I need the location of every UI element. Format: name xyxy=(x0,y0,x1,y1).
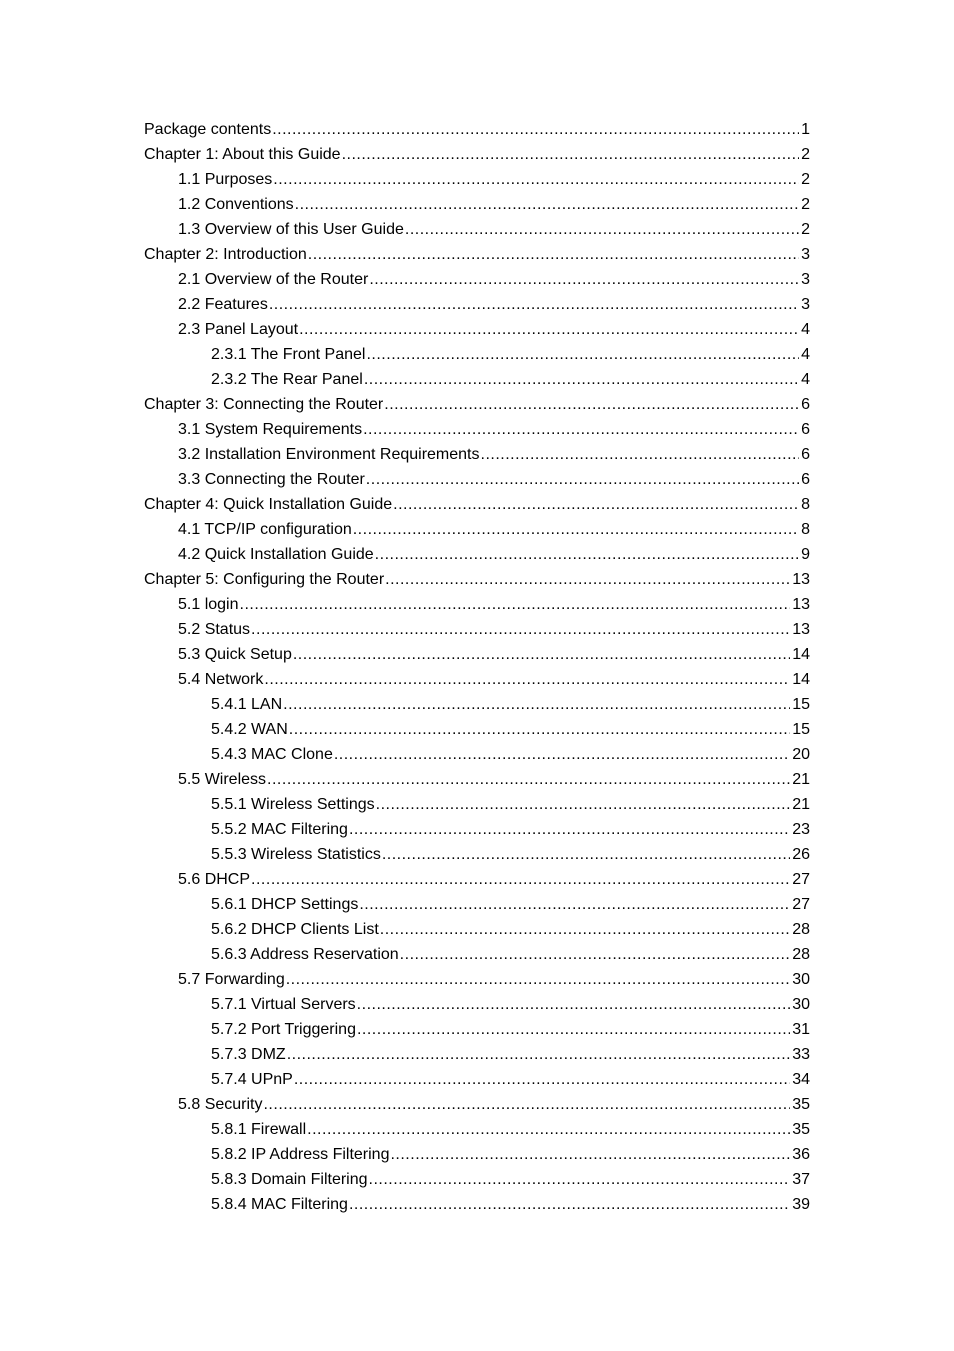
toc-entry-title: 4.1 TCP/IP configuration xyxy=(178,521,352,538)
toc-dot-leader xyxy=(267,767,790,792)
toc-entry-title: 5.8.2 IP Address Filtering xyxy=(211,1146,390,1163)
toc-entry-page-number: 33 xyxy=(792,1046,810,1063)
toc-entry-page-number: 15 xyxy=(792,696,810,713)
toc-entry-title: 5.5.2 MAC Filtering xyxy=(211,821,348,838)
toc-entry[interactable] xyxy=(144,692,810,717)
toc-entry-title: 5.7.2 Port Triggering xyxy=(211,1021,356,1038)
toc-entry[interactable] xyxy=(144,667,810,692)
toc-entry-page-number: 2 xyxy=(801,171,810,188)
toc-entry-title: 5.7.1 Virtual Servers xyxy=(211,996,356,1013)
toc-dot-leader xyxy=(334,742,790,767)
toc-entry-page-number: 23 xyxy=(792,821,810,838)
toc-dot-leader xyxy=(393,492,799,517)
toc-entry[interactable] xyxy=(144,267,810,292)
toc-dot-leader xyxy=(295,192,799,217)
toc-entry[interactable] xyxy=(144,1117,810,1142)
toc-entry-page-number: 27 xyxy=(792,871,810,888)
toc-dot-leader xyxy=(364,367,799,392)
toc-entry-page-number: 13 xyxy=(792,621,810,638)
toc-entry-title: 5.6 DHCP xyxy=(178,871,251,888)
toc-entry[interactable] xyxy=(144,542,810,567)
toc-entry-page-number: 28 xyxy=(792,946,810,963)
toc-dot-leader xyxy=(251,867,790,892)
toc-entry-title: 5.8.4 MAC Filtering xyxy=(211,1196,348,1213)
toc-entry-title: 5.4 Network xyxy=(178,671,264,688)
toc-entry[interactable] xyxy=(144,992,810,1017)
toc-entry-title: 3.3 Connecting the Router xyxy=(178,471,365,488)
toc-entry-page-number: 34 xyxy=(792,1071,810,1088)
toc-entry-page-number: 35 xyxy=(792,1096,810,1113)
toc-entry-title: 5.8.3 Domain Filtering xyxy=(211,1171,368,1188)
toc-entry-page-number: 3 xyxy=(801,296,810,313)
toc-entry[interactable] xyxy=(144,592,810,617)
toc-dot-leader xyxy=(390,1142,790,1167)
toc-entry[interactable] xyxy=(144,1192,810,1217)
toc-dot-leader xyxy=(308,242,799,267)
toc-entry-title: 5.7.3 DMZ xyxy=(211,1046,286,1063)
toc-entry-title: 1.1 Purposes xyxy=(178,171,273,188)
toc-dot-leader xyxy=(380,917,790,942)
toc-entry[interactable] xyxy=(144,392,810,417)
toc-dot-leader xyxy=(263,1092,790,1117)
toc-dot-leader xyxy=(366,467,799,492)
toc-entry-page-number: 21 xyxy=(792,796,810,813)
toc-entry-title: Chapter 4: Quick Installation Guide xyxy=(144,496,393,513)
toc-entry[interactable] xyxy=(144,617,810,642)
toc-dot-leader xyxy=(385,567,790,592)
toc-dot-leader xyxy=(294,1067,790,1092)
toc-entry-page-number: 14 xyxy=(792,671,810,688)
toc-entry-page-number: 26 xyxy=(792,846,810,863)
toc-entry-page-number: 9 xyxy=(801,546,810,563)
toc-dot-leader xyxy=(366,342,799,367)
toc-entry[interactable] xyxy=(144,1017,810,1042)
toc-entry[interactable] xyxy=(144,917,810,942)
toc-dot-leader xyxy=(376,792,791,817)
toc-entry-page-number: 4 xyxy=(801,321,810,338)
toc-entry-title: 4.2 Quick Installation Guide xyxy=(178,546,374,563)
toc-entry[interactable] xyxy=(144,792,810,817)
toc-dot-leader xyxy=(400,942,791,967)
toc-entry-page-number: 20 xyxy=(792,746,810,763)
toc-dot-leader xyxy=(283,692,790,717)
toc-entry-title: 1.3 Overview of this User Guide xyxy=(178,221,404,238)
toc-dot-leader xyxy=(481,442,800,467)
toc-dot-leader xyxy=(353,517,799,542)
toc-dot-leader xyxy=(251,617,790,642)
toc-dot-leader xyxy=(264,667,790,692)
toc-entry[interactable] xyxy=(144,1092,810,1117)
toc-entry-page-number: 6 xyxy=(801,396,810,413)
toc-entry-title: 5.8 Security xyxy=(178,1096,263,1113)
toc-dot-leader xyxy=(342,142,800,167)
toc-entry[interactable] xyxy=(144,1142,810,1167)
toc-entry-title: 3.2 Installation Environment Requirements xyxy=(178,446,480,463)
toc-entry[interactable] xyxy=(144,517,810,542)
toc-dot-leader xyxy=(269,292,799,317)
toc-entry-page-number: 8 xyxy=(801,496,810,513)
toc-dot-leader xyxy=(293,642,790,667)
toc-entry-page-number: 37 xyxy=(792,1171,810,1188)
toc-dot-leader xyxy=(287,1042,791,1067)
toc-entry[interactable] xyxy=(144,242,810,267)
table-of-contents xyxy=(144,117,810,1217)
toc-entry[interactable] xyxy=(144,892,810,917)
toc-entry[interactable] xyxy=(144,567,810,592)
toc-entry-page-number: 13 xyxy=(792,596,810,613)
toc-dot-leader xyxy=(273,167,799,192)
toc-entry-page-number: 6 xyxy=(801,446,810,463)
toc-entry-page-number: 35 xyxy=(792,1121,810,1138)
toc-entry-title: 5.4.3 MAC Clone xyxy=(211,746,333,763)
toc-dot-leader xyxy=(349,1192,790,1217)
toc-entry-title: 5.7.4 UPnP xyxy=(211,1071,293,1088)
toc-entry[interactable] xyxy=(144,292,810,317)
toc-entry-page-number: 28 xyxy=(792,921,810,938)
toc-entry[interactable] xyxy=(144,1067,810,1092)
toc-entry-page-number: 30 xyxy=(792,996,810,1013)
toc-entry[interactable] xyxy=(144,192,810,217)
toc-dot-leader xyxy=(369,267,799,292)
toc-entry-page-number: 4 xyxy=(801,371,810,388)
toc-entry[interactable] xyxy=(144,317,810,342)
toc-dot-leader xyxy=(272,117,799,142)
toc-entry-page-number: 15 xyxy=(792,721,810,738)
toc-entry-title: 5.7 Forwarding xyxy=(178,971,285,988)
toc-entry[interactable] xyxy=(144,417,810,442)
toc-entry-page-number: 3 xyxy=(801,246,810,263)
toc-entry-title: 2.1 Overview of the Router xyxy=(178,271,369,288)
toc-entry-title: 5.8.1 Firewall xyxy=(211,1121,307,1138)
toc-entry-page-number: 39 xyxy=(792,1196,810,1213)
toc-entry-page-number: 8 xyxy=(801,521,810,538)
toc-entry[interactable] xyxy=(144,142,810,167)
toc-entry-title: 5.5.1 Wireless Settings xyxy=(211,796,375,813)
toc-entry-title: 3.1 System Requirements xyxy=(178,421,363,438)
toc-entry-page-number: 6 xyxy=(801,421,810,438)
toc-dot-leader xyxy=(375,542,799,567)
toc-entry[interactable] xyxy=(144,967,810,992)
toc-entry-title: Package contents xyxy=(144,121,272,138)
toc-entry[interactable] xyxy=(144,367,810,392)
toc-entry-title: 5.5 Wireless xyxy=(178,771,267,788)
toc-entry-page-number: 2 xyxy=(801,196,810,213)
toc-entry[interactable] xyxy=(144,642,810,667)
toc-entry-page-number: 13 xyxy=(792,571,810,588)
toc-entry-title: 5.1 login xyxy=(178,596,239,613)
toc-dot-leader xyxy=(363,417,799,442)
toc-dot-leader xyxy=(240,592,791,617)
toc-dot-leader xyxy=(299,317,799,342)
toc-entry[interactable] xyxy=(144,167,810,192)
toc-entry[interactable] xyxy=(144,817,810,842)
toc-entry[interactable] xyxy=(144,117,810,142)
toc-entry-page-number: 30 xyxy=(792,971,810,988)
toc-entry-title: 5.6.1 DHCP Settings xyxy=(211,896,359,913)
toc-dot-leader xyxy=(384,392,799,417)
toc-entry[interactable] xyxy=(144,867,810,892)
toc-entry-page-number: 31 xyxy=(792,1021,810,1038)
toc-dot-leader xyxy=(369,1167,791,1192)
toc-entry[interactable] xyxy=(144,942,810,967)
toc-entry-title: Chapter 2: Introduction xyxy=(144,246,307,263)
toc-entry-page-number: 14 xyxy=(792,646,810,663)
toc-entry-title: 1.2 Conventions xyxy=(178,196,294,213)
toc-entry[interactable] xyxy=(144,217,810,242)
toc-entry-title: 2.2 Features xyxy=(178,296,268,313)
toc-entry[interactable] xyxy=(144,467,810,492)
toc-entry-title: 5.3 Quick Setup xyxy=(178,646,292,663)
toc-entry-page-number: 21 xyxy=(792,771,810,788)
toc-entry-title: 2.3 Panel Layout xyxy=(178,321,299,338)
toc-dot-leader xyxy=(382,842,790,867)
toc-dot-leader xyxy=(359,892,790,917)
toc-entry-page-number: 4 xyxy=(801,346,810,363)
toc-dot-leader xyxy=(307,1117,790,1142)
toc-entry-page-number: 3 xyxy=(801,271,810,288)
toc-dot-leader xyxy=(357,992,791,1017)
toc-entry-page-number: 2 xyxy=(801,146,810,163)
toc-entry-page-number: 6 xyxy=(801,471,810,488)
toc-entry-page-number: 27 xyxy=(792,896,810,913)
toc-dot-leader xyxy=(289,717,790,742)
toc-entry-title: 5.6.3 Address Reservation xyxy=(211,946,399,963)
toc-entry[interactable] xyxy=(144,492,810,517)
toc-dot-leader xyxy=(357,1017,790,1042)
toc-dot-leader xyxy=(405,217,799,242)
toc-entry[interactable] xyxy=(144,742,810,767)
toc-entry[interactable] xyxy=(144,1042,810,1067)
toc-entry-title: 5.6.2 DHCP Clients List xyxy=(211,921,379,938)
toc-entry[interactable] xyxy=(144,717,810,742)
toc-entry-title: Chapter 3: Connecting the Router xyxy=(144,396,384,413)
toc-entry-title: Chapter 5: Configuring the Router xyxy=(144,571,385,588)
toc-entry-title: 5.4.1 LAN xyxy=(211,696,283,713)
toc-entry[interactable] xyxy=(144,342,810,367)
toc-entry[interactable] xyxy=(144,442,810,467)
toc-entry-title: 2.3.2 The Rear Panel xyxy=(211,371,363,388)
toc-entry-page-number: 1 xyxy=(801,121,810,138)
toc-entry-page-number: 2 xyxy=(801,221,810,238)
toc-entry[interactable] xyxy=(144,1167,810,1192)
toc-entry-title: 2.3.1 The Front Panel xyxy=(211,346,366,363)
toc-dot-leader xyxy=(349,817,790,842)
toc-entry-title: 5.2 Status xyxy=(178,621,251,638)
toc-entry-title: 5.4.2 WAN xyxy=(211,721,288,738)
toc-entry-page-number: 36 xyxy=(792,1146,810,1163)
toc-entry[interactable] xyxy=(144,842,810,867)
toc-entry[interactable] xyxy=(144,767,810,792)
toc-entry-title: 5.5.3 Wireless Statistics xyxy=(211,846,381,863)
toc-dot-leader xyxy=(286,967,790,992)
toc-entry-title: Chapter 1: About this Guide xyxy=(144,146,341,163)
